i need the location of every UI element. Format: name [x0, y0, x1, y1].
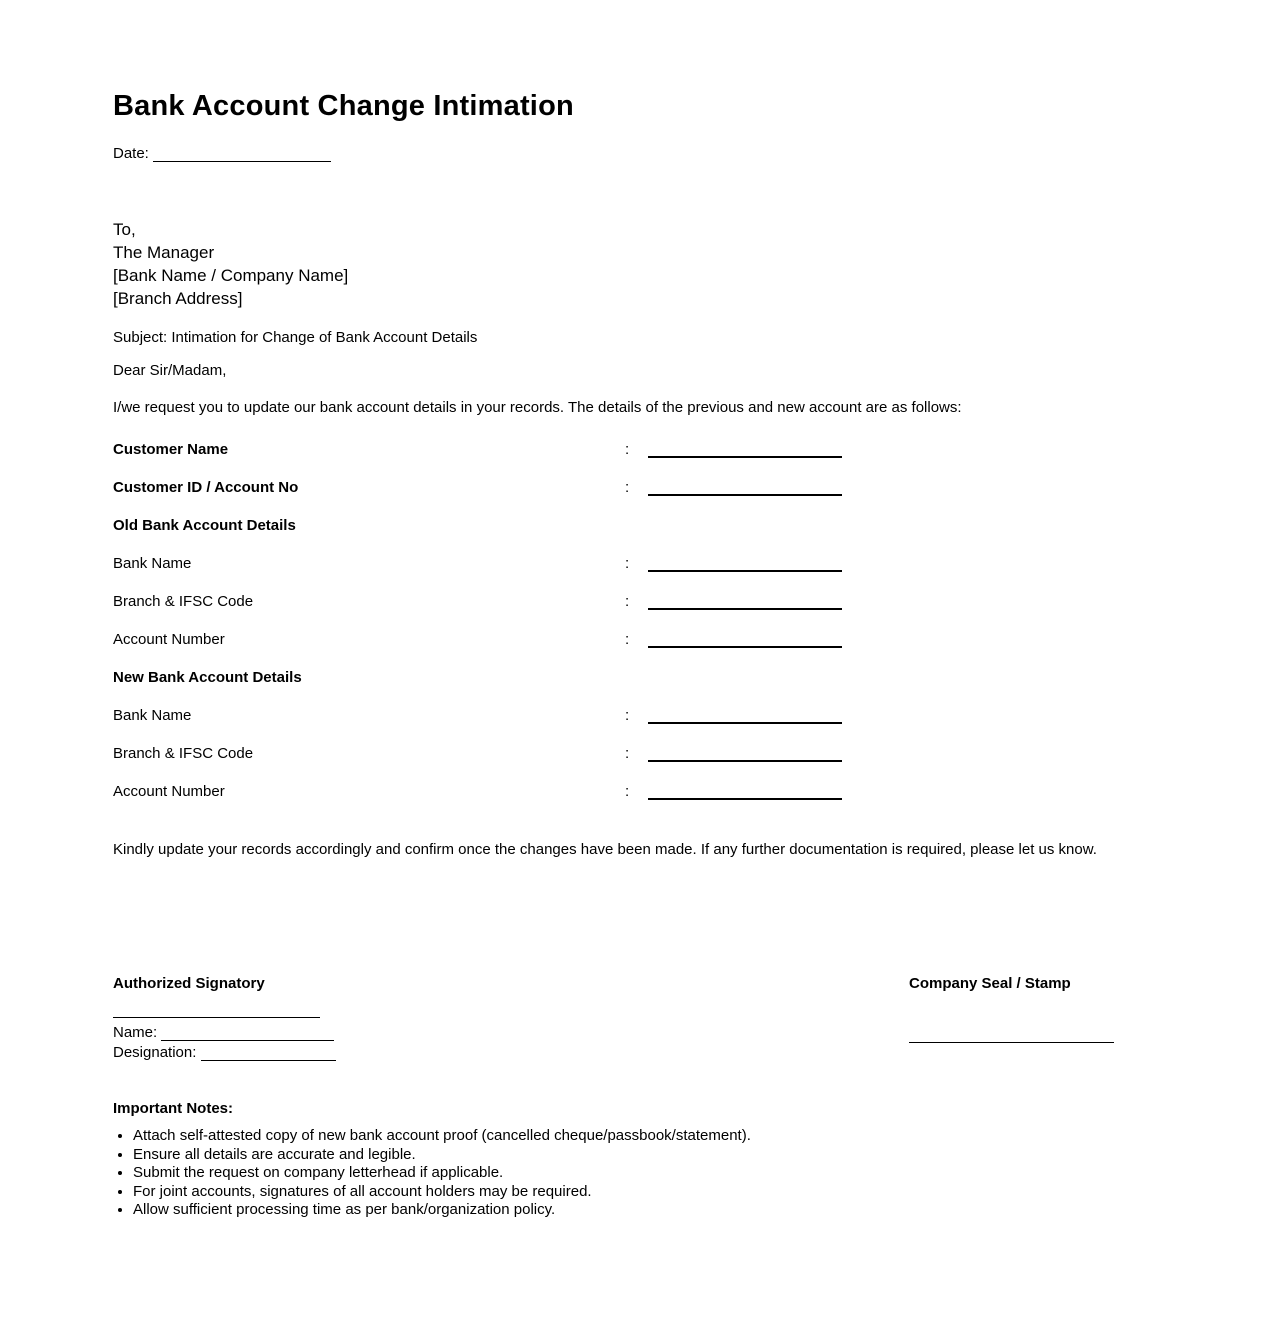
- note-item: • Attach self-attested copy of new bank account proof (cancelled cheque/passbook/statement).: [133, 1127, 1119, 1146]
- field-blank-line: [648, 760, 842, 762]
- field-colon: :: [625, 745, 630, 763]
- field-colon: :: [625, 631, 630, 649]
- name-row: [113, 1023, 533, 1043]
- field-label: Customer ID / Account No: [113, 479, 299, 497]
- subject-line: Subject: Intimation for Change of Bank Account Details: [113, 329, 478, 347]
- note-item: • Submit the request on company letterhead if applicable.: [133, 1164, 1119, 1183]
- recipient-line: [Branch Address]: [113, 289, 243, 309]
- recipient-line: The Manager: [113, 243, 215, 263]
- field-blank-line: [648, 456, 842, 458]
- note-item: • Allow sufficient processing time as per bank/organization policy.: [133, 1201, 1119, 1220]
- recipient-line: [Bank Name / Company Name]: [113, 266, 349, 286]
- field-label: Account Number: [113, 783, 225, 801]
- important-notes-section: [113, 1100, 1119, 1220]
- recipient-block: [113, 218, 1119, 310]
- intro-paragraph: I/we request you to update our bank account details in your records. The details of the previous and new account are as follows:: [113, 399, 962, 417]
- authorized-signatory-block: [113, 975, 533, 1063]
- field-blank-line: [648, 646, 842, 648]
- company-seal-heading: Company Seal / Stamp: [909, 975, 1071, 993]
- note-item: • For joint accounts, signatures of all account holders may be required.: [133, 1183, 1119, 1202]
- field-row: [113, 507, 1119, 545]
- company-seal-block: [909, 975, 1119, 1063]
- field-row: [113, 469, 1119, 507]
- closing-paragraph: Kindly update your records accordingly and confirm once the changes have been made. If any further documentation is required, please let us know.: [113, 841, 1097, 859]
- field-blank-line: [648, 570, 842, 572]
- designation-blank-line: [201, 1060, 336, 1061]
- field-colon: :: [625, 441, 630, 459]
- field-blank-line: [648, 608, 842, 610]
- seal-blank-line: [909, 1042, 1114, 1043]
- date-row: [113, 145, 1119, 163]
- field-label: New Bank Account Details: [113, 669, 302, 687]
- recipient-line: To,: [113, 220, 136, 240]
- salutation: Dear Sir/Madam,: [113, 362, 227, 380]
- field-colon: :: [625, 479, 630, 497]
- page-title: Bank Account Change Intimation: [113, 90, 574, 122]
- date-label: Date:: [113, 145, 149, 163]
- field-colon: :: [625, 783, 630, 801]
- field-label: Branch & IFSC Code: [113, 745, 254, 763]
- field-row: [113, 431, 1119, 469]
- name-label: Name:: [113, 1024, 158, 1042]
- field-label: Account Number: [113, 631, 225, 649]
- field-row: [113, 659, 1119, 697]
- date-blank-line: [153, 161, 331, 162]
- field-blank-line: [648, 722, 842, 724]
- field-blank-line: [648, 798, 842, 800]
- signature-line-row: [113, 1005, 533, 1023]
- field-colon: :: [625, 707, 630, 725]
- field-label: Old Bank Account Details: [113, 517, 296, 535]
- field-label: Bank Name: [113, 555, 192, 573]
- authorized-signatory-heading: Authorized Signatory: [113, 975, 265, 993]
- field-row: [113, 773, 1119, 811]
- name-blank-line: [161, 1040, 334, 1041]
- field-colon: :: [625, 593, 630, 611]
- field-label: Bank Name: [113, 707, 192, 725]
- field-row: [113, 697, 1119, 735]
- signature-blank-line: [113, 1017, 320, 1018]
- designation-row: [113, 1043, 533, 1063]
- designation-label: Designation:: [113, 1044, 197, 1062]
- field-label: Customer Name: [113, 441, 229, 459]
- note-item: • Ensure all details are accurate and legible.: [133, 1146, 1119, 1165]
- important-notes-heading: Important Notes:: [113, 1100, 233, 1118]
- field-row: [113, 735, 1119, 773]
- field-label: Branch & IFSC Code: [113, 593, 254, 611]
- field-row: [113, 621, 1119, 659]
- field-blank-line: [648, 494, 842, 496]
- signature-section: [113, 975, 1119, 1063]
- notes-list: [113, 1127, 1119, 1220]
- field-row: [113, 545, 1119, 583]
- field-colon: :: [625, 555, 630, 573]
- field-row: [113, 583, 1119, 621]
- fields-table: [113, 431, 1119, 811]
